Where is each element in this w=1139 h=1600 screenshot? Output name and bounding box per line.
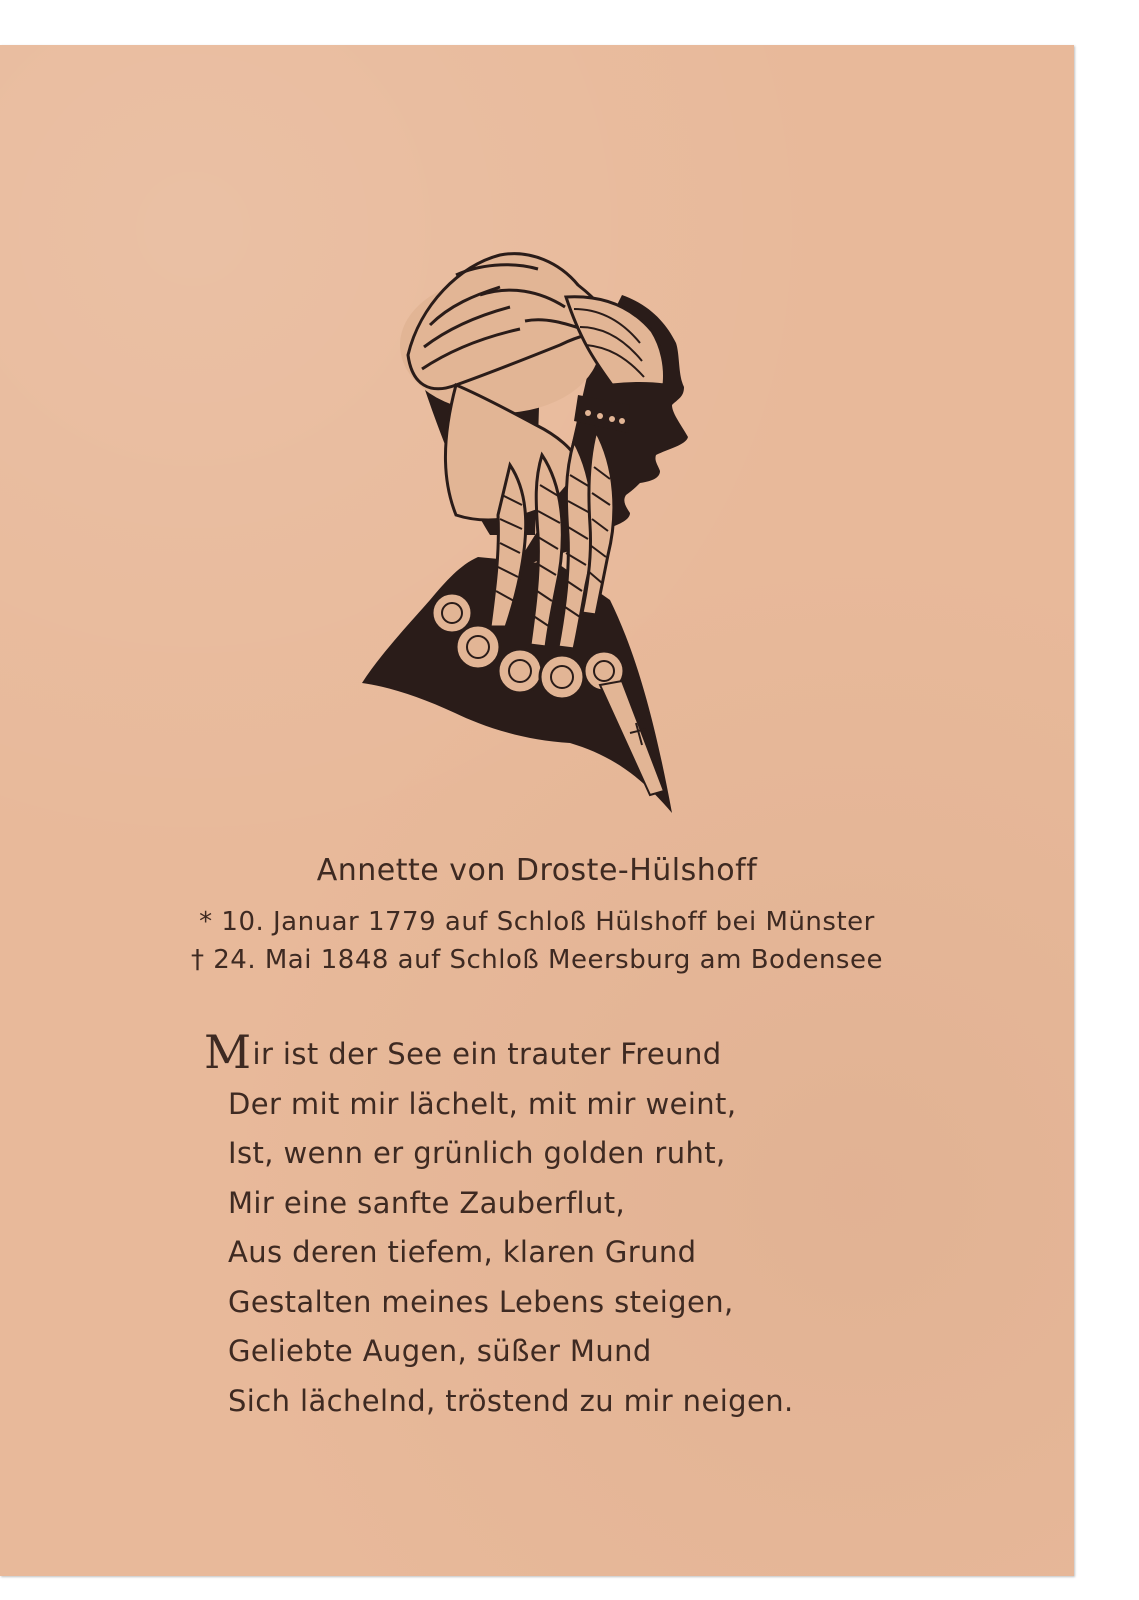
portrait-subject-name: Annette von Droste-Hülshoff: [316, 853, 758, 888]
birth-date-line: * 10. Januar 1779 auf Schloß Hülshoff bei Münster: [199, 907, 875, 937]
poem-line: Ist, wenn er grünlich golden ruht,: [228, 1136, 726, 1170]
poem-line: Der mit mir lächelt, mit mir weint,: [228, 1086, 737, 1121]
poem: [204, 1025, 928, 1426]
poem-line: Aus deren tiefem, klaren Grund: [228, 1235, 697, 1269]
poem-line: Gestalten meines Lebens steigen,: [228, 1284, 734, 1319]
poem-line: Geliebte Augen, süßer Mund: [228, 1334, 652, 1368]
poem-line: [204, 1025, 928, 1080]
poem-initial-letter: M: [204, 1025, 252, 1079]
poem-line: Mir eine sanfte Zauberflut,: [228, 1185, 626, 1220]
death-date-line: † 24. Mai 1848 auf Schloß Meersburg am Bodensee: [191, 945, 883, 975]
poem-line: Sich lächelnd, tröstend zu mir neigen.: [228, 1383, 794, 1418]
silhouette-portrait-icon: [360, 235, 700, 815]
poem-line-text: ir ist der See ein trauter Freund: [252, 1037, 722, 1071]
postcard: [0, 45, 1074, 1576]
